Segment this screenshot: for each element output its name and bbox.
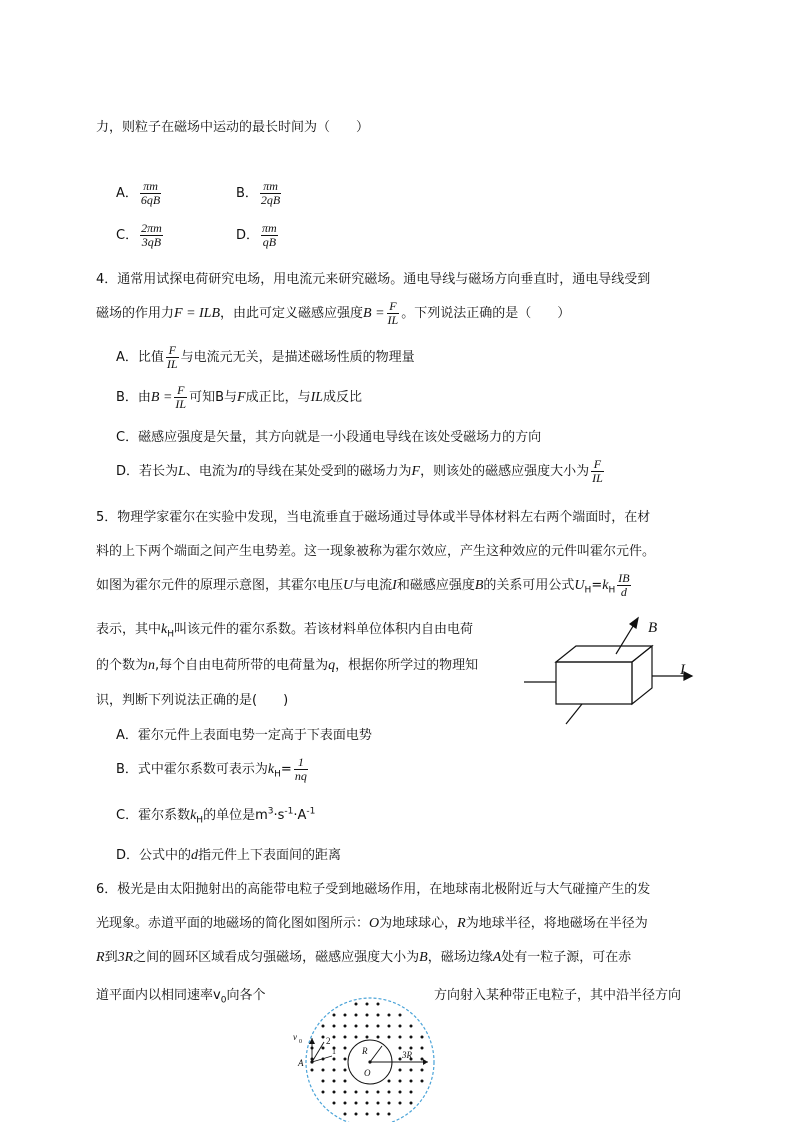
field-dot [333, 1091, 336, 1094]
field-dot [377, 1003, 380, 1006]
text: 叫该元件的霍尔系数。若该材料单位体积内自由电荷 [174, 622, 474, 637]
field-dot [410, 1069, 413, 1072]
var: 3R [117, 950, 134, 965]
field-dot [333, 1080, 336, 1083]
text: B．式中霍尔系数可表示为 [116, 762, 268, 777]
text: 之间的圆环区域看成匀强磁场，磁感应强度大小为 [133, 950, 420, 965]
var: IL [310, 390, 324, 405]
text: 与电流元无关，是描述磁场性质的物理量 [180, 350, 415, 365]
label-o: O [364, 1068, 371, 1078]
current-arrowhead [684, 672, 692, 680]
q3-option-d [236, 222, 280, 249]
field-dot [322, 1080, 325, 1083]
field-dot [399, 1069, 402, 1072]
frac-den: IL [166, 357, 178, 371]
text: B．由 [116, 390, 151, 405]
text: = [591, 578, 603, 593]
frac-num: πm [140, 180, 161, 194]
hall-block-front [556, 662, 632, 704]
text: ，磁场边缘 [427, 950, 493, 965]
text: 成正比，与 [245, 390, 311, 405]
text: 道平面内以相同速率v [96, 988, 221, 1003]
q5-stem-line5 [96, 654, 478, 674]
exp: 3 [267, 806, 274, 817]
subscript: 0 [220, 995, 227, 1006]
text: ,每个自由电荷所带的电荷量为 [155, 658, 329, 673]
q4-option-c: C．磁感应强度是矢量，其方向就是一小段通电导线在该处受磁场力的方向 [116, 430, 542, 445]
field-dot [366, 1003, 369, 1006]
label-b: B [648, 620, 658, 636]
option-letter: A． [116, 186, 138, 201]
field-dot [388, 1025, 391, 1028]
q6-stem-line1: 6．极光是由太阳抛射出的高能带电粒子受到地磁场作用，在地球南北极附近与大气碰撞产生的发 [96, 882, 651, 897]
field-dot [399, 1025, 402, 1028]
var: k [267, 762, 275, 777]
text: 磁场的作用力 [96, 306, 175, 321]
frac-den: nq [294, 769, 307, 783]
label-a: A [298, 1058, 304, 1068]
text: ，根据你所学过的物理知 [335, 658, 479, 673]
q4-option-d [116, 458, 606, 485]
var: I [392, 578, 397, 593]
q4-option-b [116, 384, 362, 411]
label-r: R [362, 1046, 368, 1056]
field-dot [366, 1102, 369, 1105]
field-dot [366, 1091, 369, 1094]
subscript: H [196, 815, 204, 826]
field-dot [388, 1036, 391, 1039]
field-dot [366, 1025, 369, 1028]
frac-den: d [620, 585, 627, 599]
q3-option-a [116, 180, 163, 207]
q6-stem-line4a [96, 984, 265, 1006]
field-dot [410, 1102, 413, 1105]
field-dot [421, 1036, 424, 1039]
frac-den: IL [175, 397, 187, 411]
text: ，由此可定义磁感应强度 [220, 306, 364, 321]
field-dot [344, 1080, 347, 1083]
frac-den: 6qB [140, 193, 161, 207]
field-dot [311, 1069, 314, 1072]
q5-stem-line1: 5．物理学家霍尔在实验中发现，当电流垂直于磁场通过导体或半导体材料左右两个端面时，在材 [96, 510, 651, 525]
text: 。下列说法正确的是（ ） [401, 306, 571, 321]
var: q [328, 658, 336, 673]
label-2: 2 [326, 1036, 331, 1046]
option-letter: B． [236, 186, 258, 201]
question-3-tail: 力，则粒子在磁场中运动的最长时间为（ ） [96, 120, 370, 135]
var: n [148, 658, 156, 673]
subscript: H [274, 769, 281, 780]
field-dot [388, 1014, 391, 1017]
field-dot [410, 1080, 413, 1083]
frac-den: IL [387, 313, 399, 327]
q5-option-a: A．霍尔元件上表面电势一定高于下表面电势 [116, 728, 372, 743]
q5-stem-line2: 料的上下两个端面之间产生电势差。这一现象被称为霍尔效应，产生这种效应的元件叫霍尔元件。 [96, 544, 656, 559]
hall-element-figure [520, 612, 700, 732]
field-dot [388, 1113, 391, 1116]
geomagnetic-field-figure [290, 996, 450, 1122]
frac-den: IL [592, 471, 603, 485]
text: 的关系可用公式 [483, 578, 575, 593]
field-dot [333, 1058, 336, 1061]
text: 的个数为 [96, 658, 149, 673]
text: 可知B与 [189, 390, 238, 405]
source-point-a [310, 1060, 313, 1063]
field-dot [344, 1058, 347, 1061]
frac-num: IB [618, 571, 630, 585]
field-dot [333, 1069, 336, 1072]
field-dot [421, 1080, 424, 1083]
text: 指元件上下表面间的距离 [198, 848, 342, 863]
field-dot [410, 1091, 413, 1094]
frac-num: F [591, 458, 604, 472]
field-dot [377, 1102, 380, 1105]
field-dot [322, 1069, 325, 1072]
text: 的单位是m [203, 808, 268, 823]
field-dot [377, 1036, 380, 1039]
var: B [419, 950, 428, 965]
text: ·A [293, 808, 307, 823]
field-dot [344, 1069, 347, 1072]
var: k [190, 808, 197, 823]
field-dot [355, 1102, 358, 1105]
q5-stem-line6: 识，判断下列说法正确的是( ) [96, 693, 289, 708]
q6-stem-line2 [96, 912, 648, 932]
q4-stem-line2 [96, 300, 570, 327]
field-dot [344, 1025, 347, 1028]
field-dot [344, 1036, 347, 1039]
field-dot [377, 1014, 380, 1017]
text: 处有一粒子源，可在赤 [501, 950, 632, 965]
text: 光现象。赤道平面的地磁场的简化图如图所示： [96, 916, 370, 931]
q5-stem-line4 [96, 618, 473, 640]
field-dot [421, 1069, 424, 1072]
formula: B = [363, 306, 385, 321]
label-i: I [680, 662, 685, 678]
field-dot [388, 1091, 391, 1094]
field-dot [410, 1036, 413, 1039]
field-dot [333, 1036, 336, 1039]
field-dot [377, 1091, 380, 1094]
radius-3r-arrowhead [423, 1059, 428, 1065]
field-dot [344, 1091, 347, 1094]
exp: -1 [306, 806, 316, 817]
q5-option-c [116, 804, 315, 826]
field-dot [333, 1025, 336, 1028]
field-dot [399, 1014, 402, 1017]
frac-num: F [174, 384, 187, 398]
var: R [457, 916, 466, 931]
text: 为地球球心， [379, 916, 458, 931]
text: ·s [273, 808, 285, 823]
center-point [368, 1060, 371, 1063]
frac-den: qB [262, 235, 277, 249]
text: 的导线在某处受到的磁场力为 [242, 464, 412, 479]
frac-num: πm [262, 221, 277, 235]
frac-num: 1 [294, 756, 308, 770]
field-dot [344, 1113, 347, 1116]
text: 为地球半径，将地磁场在半径为 [465, 916, 648, 931]
field-dot [322, 1091, 325, 1094]
label-3r: 3R [402, 1050, 412, 1060]
frac-num: 2πm [141, 221, 162, 235]
frac-den: 3qB [141, 235, 162, 249]
text: C．霍尔系数 [116, 808, 191, 823]
field-dot [355, 1091, 358, 1094]
option-letter: C． [116, 228, 139, 243]
b-field-tail [566, 704, 582, 724]
subscript: H [584, 585, 592, 596]
field-dot [355, 1113, 358, 1116]
var: R [96, 950, 105, 965]
text: D．若长为 [116, 464, 179, 479]
field-dot [399, 1102, 402, 1105]
var: B [474, 578, 484, 593]
field-dot [388, 1102, 391, 1105]
subscript: H [167, 629, 175, 640]
text: A．比值 [116, 350, 164, 365]
field-dot [366, 1036, 369, 1039]
field-dot [322, 1047, 325, 1050]
field-dot [377, 1025, 380, 1028]
var: A [492, 950, 502, 965]
field-dot [388, 1080, 391, 1083]
frac-num: F [387, 300, 400, 314]
q3-option-c [116, 222, 165, 249]
field-dot [322, 1025, 325, 1028]
field-dot [344, 1102, 347, 1105]
text: 表示，其中 [96, 622, 162, 637]
field-dot [366, 1113, 369, 1116]
var: U [574, 578, 585, 593]
formula: F = ILB [174, 306, 221, 321]
text: = [280, 762, 292, 777]
var: O [369, 916, 380, 931]
field-dot [421, 1047, 424, 1050]
text: 如图为霍尔元件的原理示意图，其霍尔电压 [96, 578, 344, 593]
field-dot [366, 1014, 369, 1017]
frac-den: 2qB [260, 193, 281, 207]
field-dot [333, 1102, 336, 1105]
b-field-arrowhead [630, 618, 638, 628]
text: ，则该处的磁感应强度大小为 [420, 464, 590, 479]
exp: -1 [284, 806, 294, 817]
field-dot [377, 1113, 380, 1116]
subscript: H [608, 585, 616, 596]
field-dot [355, 1014, 358, 1017]
var: k [602, 578, 609, 593]
label-1: 1 [332, 1047, 336, 1056]
field-dot [410, 1025, 413, 1028]
hall-block-side [632, 646, 652, 704]
var: I [237, 464, 243, 479]
q4-option-a [116, 344, 415, 371]
field-dot [344, 1014, 347, 1017]
text: 、电流为 [185, 464, 238, 479]
var: U [343, 578, 354, 593]
field-dot [355, 1003, 358, 1006]
text: 向各个 [226, 988, 266, 1003]
text: 与电流 [353, 578, 393, 593]
q6-stem-line4b: 方向射入某种带正电粒子，其中沿半径方向 [434, 988, 682, 1003]
q3-option-b [236, 180, 283, 207]
var: L [178, 464, 186, 479]
formula: B = [150, 390, 173, 405]
var: k [161, 622, 168, 637]
q5-option-d [116, 844, 341, 864]
var: F [237, 390, 246, 405]
field-dot [355, 1025, 358, 1028]
field-dot [399, 1036, 402, 1039]
label-v0: v [293, 1032, 297, 1042]
text: D．公式中的 [116, 848, 192, 863]
var: F [411, 464, 421, 479]
label-v0-sub: 0 [299, 1039, 302, 1045]
field-dot [344, 1047, 347, 1050]
q4-stem-line1: 4．通常用试探电荷研究电场，用电流元来研究磁场。通电导线与磁场方向垂直时，通电导线受到 [96, 272, 651, 287]
q6-stem-line3 [96, 946, 631, 966]
field-dot [355, 1036, 358, 1039]
text: 成反比 [323, 390, 363, 405]
text: 和磁感应强度 [396, 578, 475, 593]
frac-num: F [166, 344, 179, 358]
q5-stem-line3 [96, 572, 633, 599]
hall-block-top [556, 646, 652, 662]
field-dot [333, 1014, 336, 1017]
field-dot [399, 1080, 402, 1083]
field-dot [399, 1091, 402, 1094]
field-dot [322, 1036, 325, 1039]
frac-num: πm [260, 180, 281, 194]
option-letter: D． [236, 228, 260, 243]
var: d [191, 848, 199, 863]
text: 到 [104, 950, 118, 965]
q5-option-b [116, 756, 310, 783]
